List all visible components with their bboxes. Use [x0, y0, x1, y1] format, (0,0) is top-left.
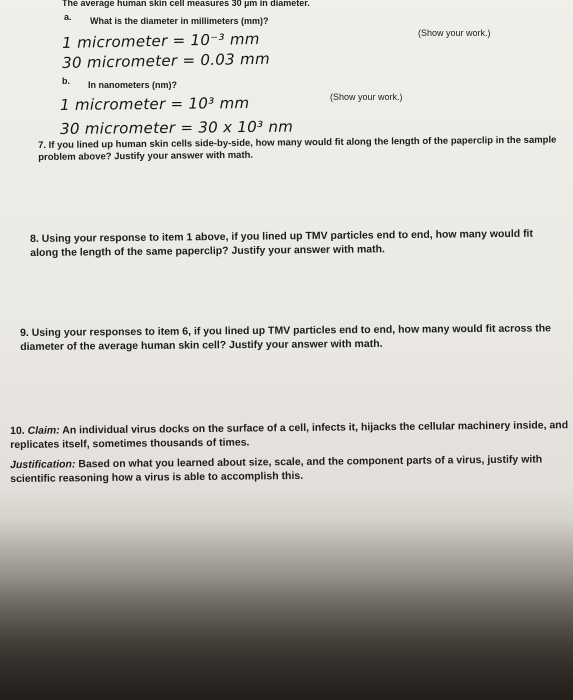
q10-claim-label: Claim: [27, 424, 60, 437]
q10-justification-label: Justification: [10, 458, 76, 471]
question-10 [10, 418, 570, 452]
question-10-justification [10, 452, 570, 486]
show-work-a: (Show your work.) [418, 28, 491, 38]
handwritten-line-1: 1 micrometer = 10⁻³ mm [62, 29, 260, 52]
question-9: 9. Using your responses to item 6, if you lined up TMV particles end to end, how many would fit across the diameter of the average human skin cell? Justify your answer with math. [20, 322, 552, 353]
handwritten-line-2: 30 micrometer = 0.03 mm [62, 49, 271, 72]
question-8: 8. Using your response to item 1 above, if you lined up TMV particles end to end, how many would fit along the length of the same paperclip? Justify your answer with math. [30, 227, 534, 259]
shadow-overlay [0, 520, 573, 700]
part-b-question: In nanometers (nm)? [88, 80, 178, 90]
show-work-b: (Show your work.) [330, 92, 403, 102]
q10-claim-text: An individual virus docks on the surface of a cell, infects it, hijacks the cellular machinery inside, and replicates itself, sometimes thousands of times. [10, 419, 569, 451]
q10-justification-text: Based on what you learned about size, scale, and the component parts of a virus, justify with scientific reasoning how a virus is able to accomplish this. [10, 453, 543, 485]
intro-text: The average human skin cell measures 30 µm in diameter. [62, 0, 310, 8]
part-a-question: What is the diameter in millimeters (mm)? [90, 16, 269, 26]
handwritten-line-4: 30 micrometer = 30 x 10³ nm [60, 117, 294, 138]
part-b-label: b. [62, 76, 70, 86]
q10-number: 10. [10, 424, 25, 437]
question-7: 7. If you lined up human skin cells side-by-side, how many would fit along the length of the paperclip in the sample problem above? Justify your answer with math. [38, 134, 557, 163]
handwritten-line-3: 1 micrometer = 10³ mm [60, 94, 250, 114]
part-a-label: a. [64, 12, 72, 22]
